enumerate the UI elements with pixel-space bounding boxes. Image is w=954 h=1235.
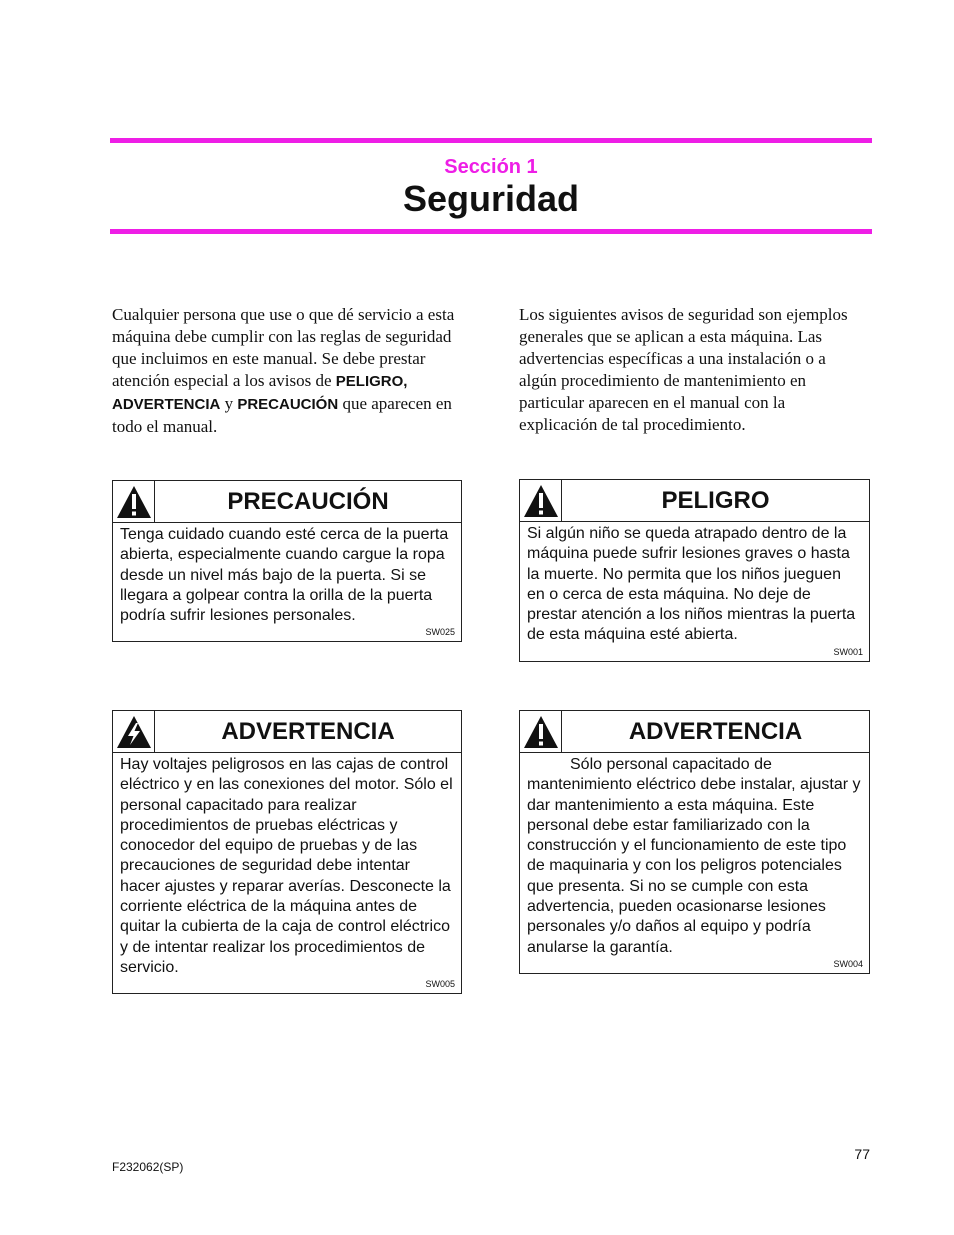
peligro-notice [519,479,870,662]
notice-title: PRECAUCIÓN [227,488,389,515]
bottom-magenta-rule [110,229,872,234]
notice-body: Tenga cuidado cuando esté cerca de la puerta abierta, especialmente cuando cargue la ropa desde un nivel más bajo de la puerta. Si se llegara a golpear contra la orilla de la puerta podría sufrir lesiones personales. [120,526,449,625]
section-label: Sección 1 [444,156,538,178]
intro-right-paragraph: Los siguientes avisos de seguridad son ejemplos generales que se aplican a esta máquina. Las advertencias específicas a una instalación o a algún procedimiento de mantenimiento en particular aparecen en el manual con la explicación de tal procedimiento. [519,305,848,434]
warning-exclamation-icon [520,480,562,521]
notice-header [520,480,869,522]
notice-body: Si algún niño se queda atrapado dentro de la máquina puede sufrir lesiones graves o hasta la muerte. No permita que los niños jueguen en o cerca de esta máquina. No deje de prestar atención a los niños mientras la puerta de esta máquina esté abierta. [527,525,856,644]
advertencia-maintenance-notice [519,710,870,974]
advertencia-electrical-notice [112,710,462,994]
intro-keyword-precaucion: PRECAUCIÓN [237,396,339,413]
warning-exclamation-icon [520,711,562,752]
warning-exclamation-icon [113,481,155,522]
notice-header [113,481,461,523]
notice-code: SW001 [833,646,863,657]
notice-body: Hay voltajes peligrosos en las cajas de control eléctrico y en las conexiones del motor. Sólo el personal capacitado para realizar procedimientos de pruebas eléctricas y conocedor del equipo de pruebas y de las precauciones de seguridad debe intentar hacer ajustes y reparar averías. Desconecte la corriente eléctrica de la máquina antes de quitar la cubierta de la caja de control eléctrico y de intentar realizar los procedimientos de servicio. [120,756,453,976]
notice-title: ADVERTENCIA [628,718,803,745]
precaucion-notice [112,480,462,642]
intro-left-paragraph [112,304,458,438]
intro-left-text: Cualquier persona que use o que dé servicio a esta máquina debe cumplir con las reglas de seguridad que incluimos en este manual. Se debe prestar atención especial a los avisos de [112,305,455,390]
intro-joiner: y [224,394,234,413]
top-magenta-rule [110,138,872,143]
notice-code: SW005 [425,979,455,990]
notice-header [113,711,461,753]
page-title: Seguridad [402,178,580,219]
electric-shock-warning-icon [113,711,155,752]
page-number: 77 [854,1146,870,1162]
notice-title: ADVERTENCIA [221,718,395,745]
intro-left-text-end: que aparecen en todo el manual. [112,394,452,436]
document-number: F232062(SP) [112,1160,184,1174]
notice-title: PELIGRO [661,487,770,514]
notice-body: Sólo personal capacitado de mantenimiento eléctrico debe instalar, ajustar y dar mantenimiento a esta máquina. Este personal debe estar familiarizado con la construcción y el funcionamiento de este tipo de maquinaria y con los peligros potenciales que presenta. Si no se cumple con esta advertencia, pueden ocasionarse lesiones personales y/o daños al equipo y podría anularse la garantía. [527,756,861,956]
intro-keyword-peligro-advertencia: PELIGRO, ADVERTENCIA [112,373,408,413]
notice-header [520,711,869,753]
notice-code: SW025 [425,627,455,638]
notice-code: SW004 [833,958,863,969]
